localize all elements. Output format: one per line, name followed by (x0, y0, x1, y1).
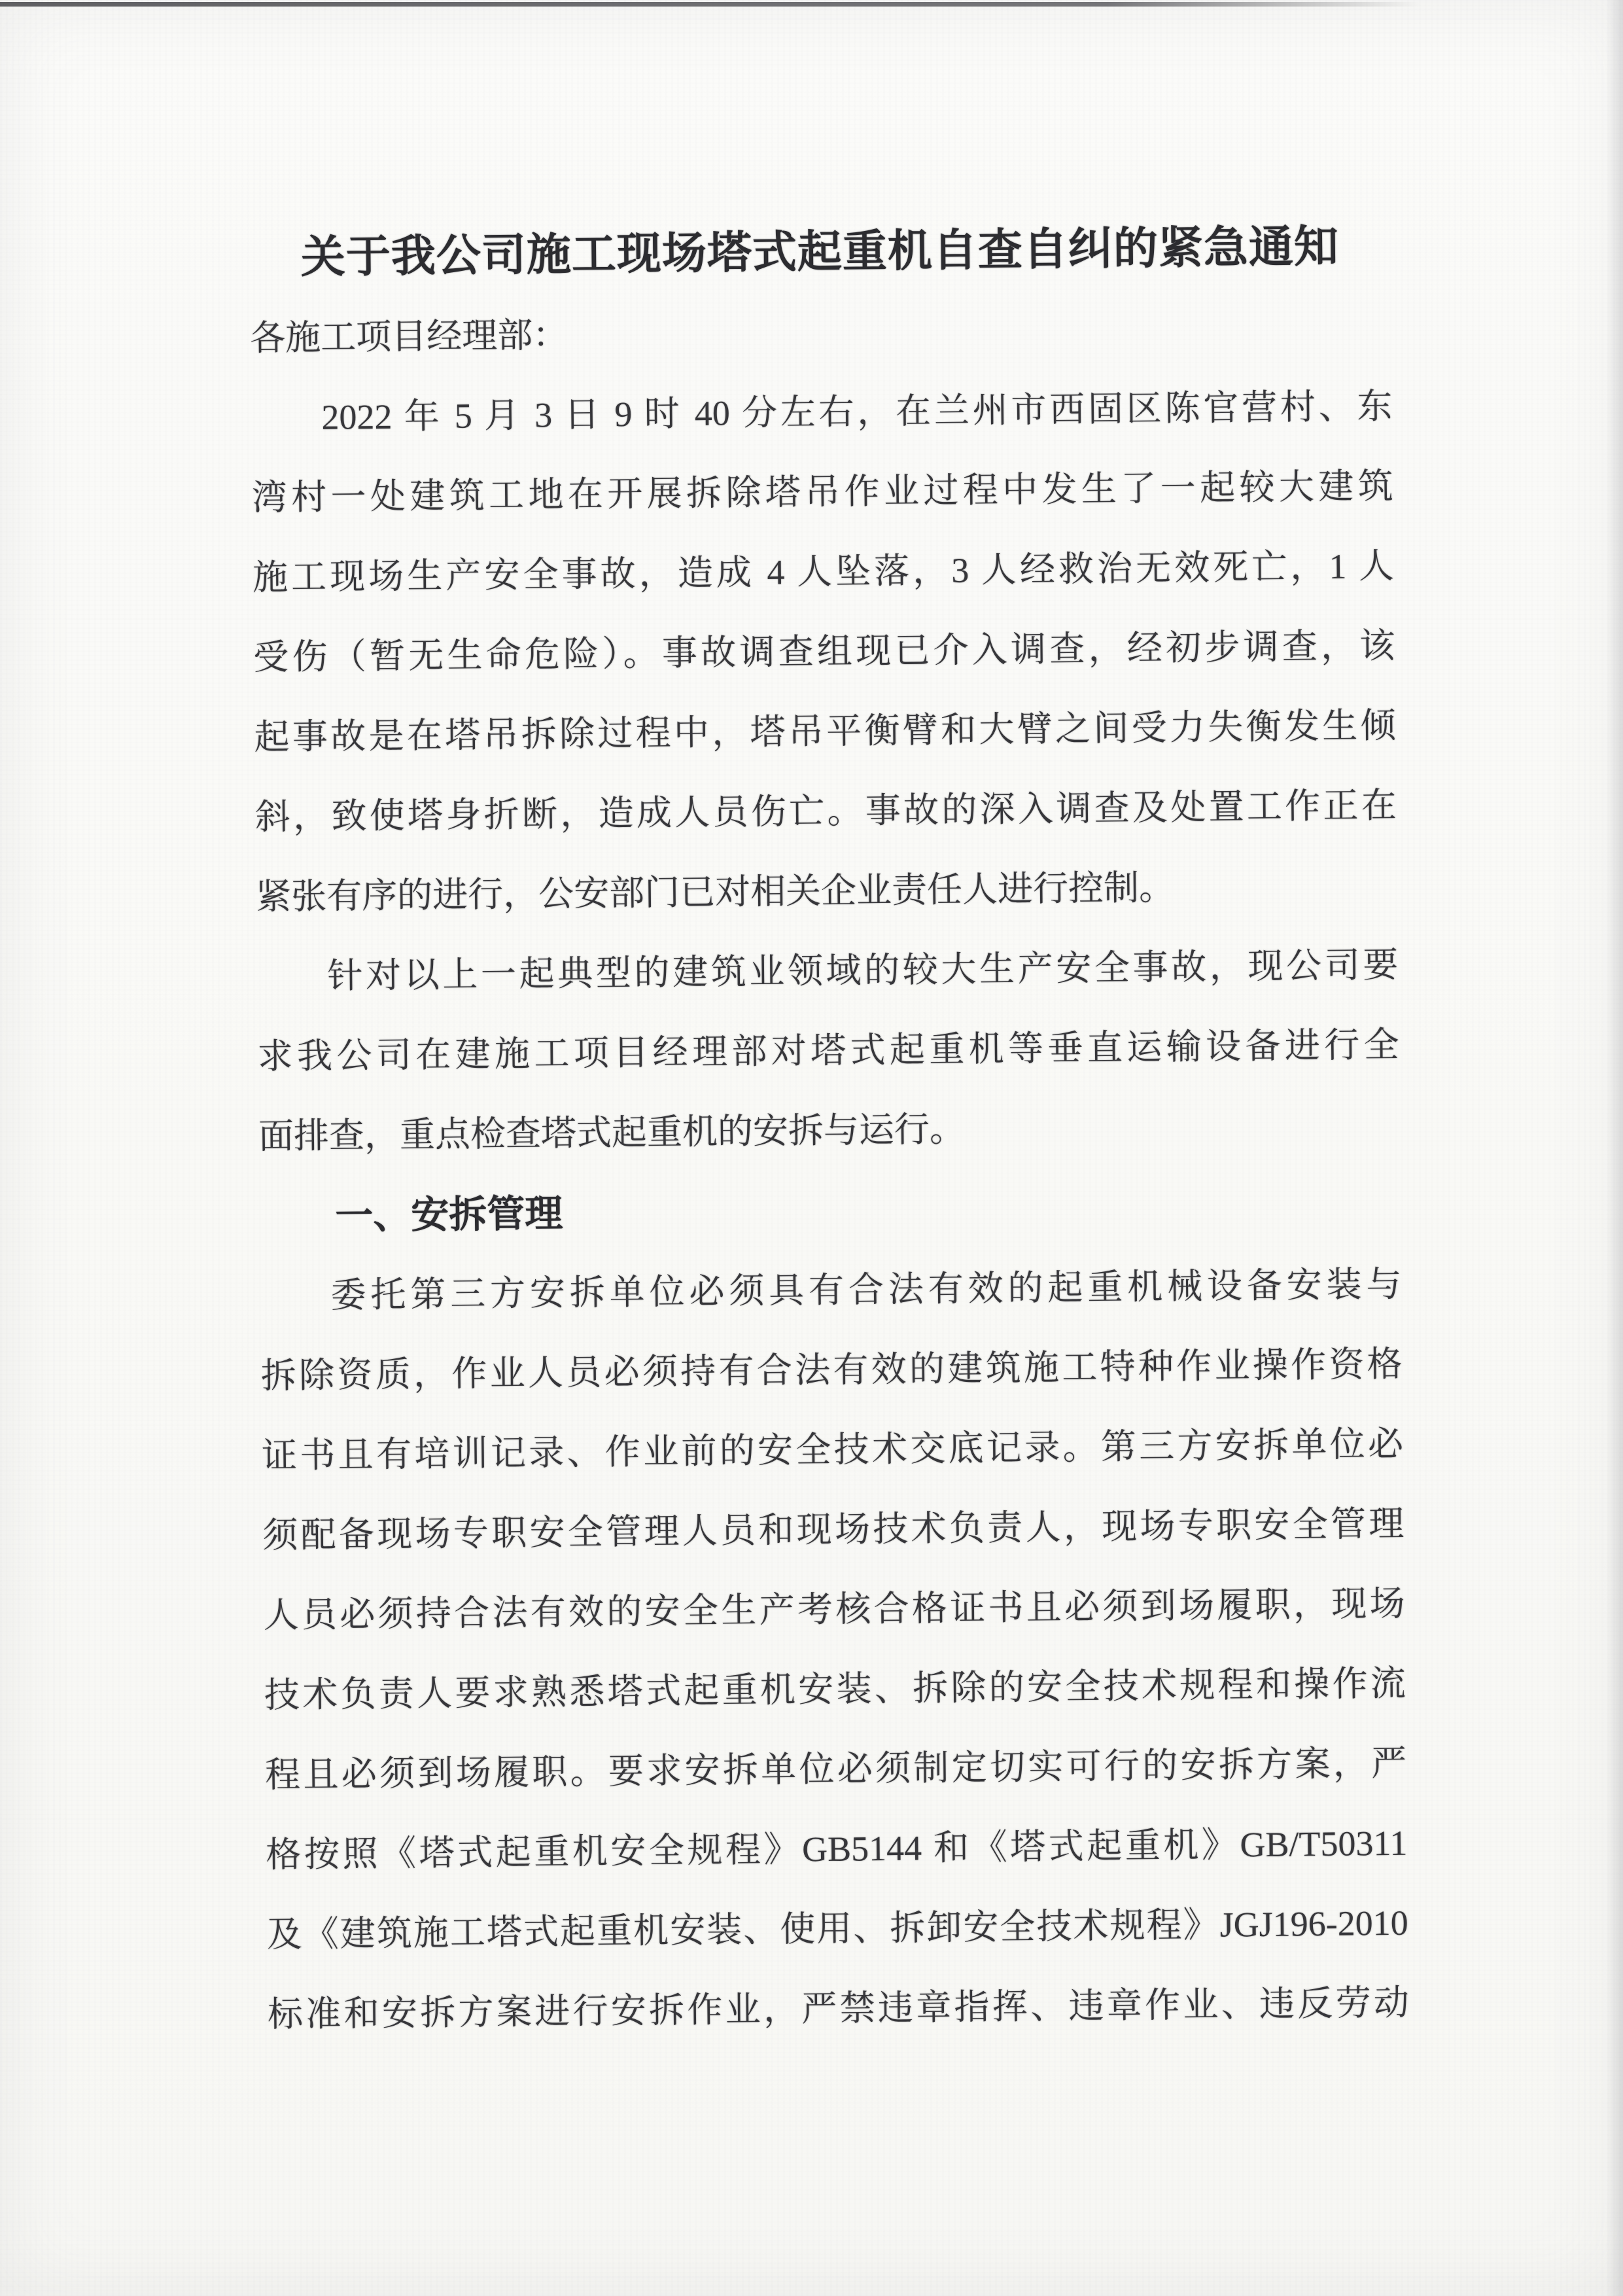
text-line: 2022 年 5 月 3 日 9 时 40 分左右，在兰州市西固区陈官营村、东 (321, 386, 1393, 437)
text-line: 斜，致使塔身折断，造成人员伤亡。事故的深入调查及处置工作正在 (254, 785, 1397, 838)
text-line: 受伤（暂无生命危险）。事故调查组现已介入调查，经初步调查，该 (253, 626, 1395, 678)
paragraph (260, 1245, 1410, 2055)
text-line: 技术负责人要求熟悉塔式起重机安装、拆除的安全技术规程和操作流 (264, 1663, 1406, 1715)
salutation: 各施工项目经理部： (249, 315, 568, 359)
text-line: 人员必须持合法有效的安全生产考核合格证书且必须到场履职，现场 (263, 1583, 1405, 1635)
text-line: 及《建筑施工塔式起重机安装、使用、拆卸安全技术规程》JGJ196-2010 (266, 1903, 1408, 1954)
text-line: 程且必须到场履职。要求安拆单位必须制定切实可行的安拆方案，严 (264, 1743, 1407, 1795)
text-line: 格按照《塔式起重机安全规程》GB5144 和《塔式起重机》GB/T50311 (266, 1823, 1408, 1875)
paragraph (256, 925, 1401, 1176)
paragraph (251, 366, 1398, 937)
document-body (251, 366, 1410, 2055)
document-title: 关于我公司施工现场塔式起重机自查自纠的紧急通知 (300, 221, 1340, 284)
text-line: 须配备现场专职安全管理人员和现场技术负责人，现场专职安全管理 (262, 1504, 1405, 1555)
text-line: 拆除资质，作业人员必须持有合法有效的建筑施工特种作业操作资格 (260, 1344, 1403, 1396)
text-line: 起事故是在塔吊拆除过程中，塔吊平衡臂和大臂之间受力失衡发生倾 (254, 705, 1396, 758)
section-heading: 一、安拆管理 (334, 1191, 563, 1238)
text-line: 针对以上一起典型的建筑业领域的较大生产安全事故，现公司要 (327, 945, 1399, 996)
text-line: 证书且有培训记录、作业前的安全技术交底记录。第三方安拆单位必 (261, 1424, 1404, 1475)
text-line: 施工现场生产安全事故，造成 4 人坠落，3 人经救治无效死亡，1 人 (252, 546, 1395, 598)
text-line: 紧张有序的进行，公安部门已对相关企业责任人进行控制。 (255, 868, 1175, 917)
notice-document (249, 207, 1409, 2055)
text-line: 委托第三方安拆单位必须具有合法有效的起重机械设备安装与 (330, 1264, 1402, 1315)
paper-right-edge-shadow (1606, 0, 1623, 2296)
text-line: 面排查，重点检查塔式起重机的安拆与运行。 (258, 1109, 966, 1156)
text-line: 求我公司在建施工项目经理部对塔式起重机等垂直运输设备进行全 (257, 1025, 1399, 1077)
text-line: 湾村一处建筑工地在开展拆除塔吊作业过程中发生了一起较大建筑 (251, 466, 1393, 518)
scanner-edge-artifact (0, 2, 1420, 7)
text-line: 标准和安拆方案进行安拆作业，严禁违章指挥、违章作业、违反劳动 (267, 1983, 1410, 2034)
